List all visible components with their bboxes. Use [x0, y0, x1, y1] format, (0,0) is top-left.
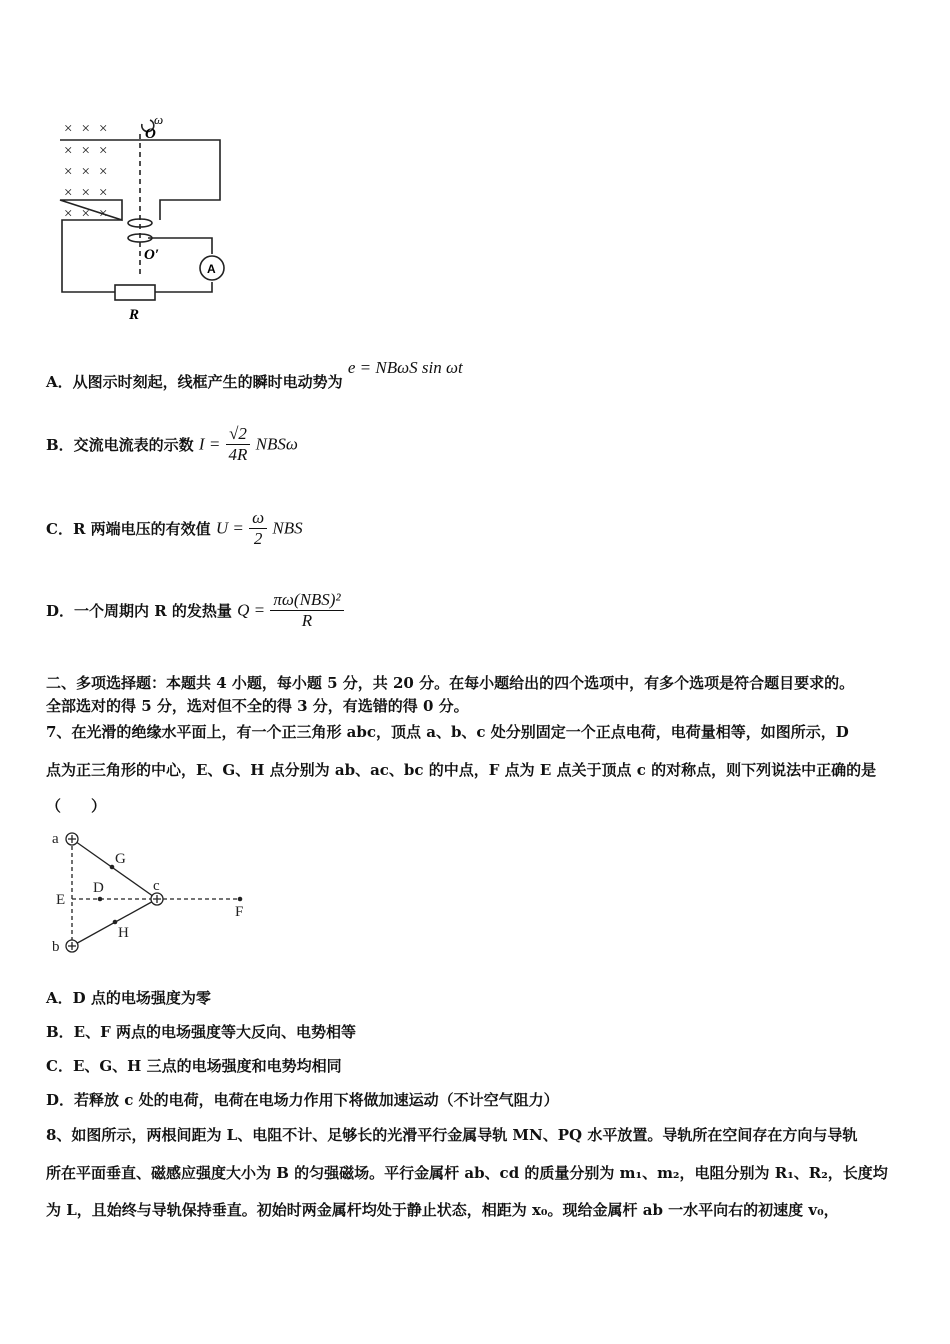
option-c-numerator: ω	[249, 508, 267, 529]
option-b-fraction	[226, 424, 251, 465]
label-b: b	[52, 939, 60, 955]
point-g	[110, 865, 115, 870]
q7-line-3: （ ）	[46, 797, 107, 815]
option-d-numerator: πω(NBS)²	[270, 590, 343, 611]
omega-label: ω	[154, 112, 164, 127]
label-c: c	[153, 878, 160, 894]
option-a-formula: e = NBωS sin ωt	[347, 358, 463, 377]
resistor	[115, 285, 155, 300]
label-f: F	[235, 904, 244, 920]
option-c-fraction	[249, 508, 267, 549]
q7-line-1: 7、在光滑的绝缘水平面上，有一个正三角形 abc，顶点 a、b、c 处分别固定一个正点电荷，电荷量相等，如图所示，D	[46, 723, 849, 741]
ammeter-label: A	[207, 262, 216, 276]
circuit-wire	[62, 220, 212, 292]
cross-row-4: × × ×	[64, 185, 108, 201]
point-f	[238, 897, 243, 902]
option-d-text: D．一个周期内 R 的发热量	[46, 602, 232, 620]
label-g: G	[115, 851, 126, 867]
option-a	[46, 358, 463, 392]
option-d	[46, 590, 344, 631]
option-a-text: A．从图示时刻起，线框产生的瞬时电动势为	[46, 373, 343, 391]
label-d: D	[93, 880, 104, 896]
q8-line-3: 为 L，且始终与导轨保持垂直。初始时两金属杆均处于静止状态，相距为 x₀。现给金属杆 ab 一水平向右的初速度 v₀，	[46, 1201, 839, 1219]
side-ac	[72, 839, 157, 899]
triangle-charges-figure	[45, 826, 260, 956]
q8-line-1: 8、如图所示，两根间距为 L、电阻不计、足够长的光滑平行金属导轨 MN、PQ 水平放置。导轨所在空间存在方向与导轨	[46, 1126, 858, 1144]
option-c-text: C．R 两端电压的有效值	[46, 520, 211, 538]
point-h	[113, 920, 118, 925]
option-b-text: B．交流电流表的示数	[46, 436, 194, 454]
point-d	[98, 897, 103, 902]
section2-line-1: 二、多项选择题：本题共 4 小题，每小题 5 分，共 20 分。在每小题给出的四个选项中，有多个选项是符合题目要求的。	[46, 674, 855, 692]
option-c	[46, 508, 303, 549]
option-b-denominator: 4R	[228, 445, 248, 464]
q8-line-2: 所在平面垂直、磁感应强度大小为 B 的匀强磁场。平行金属杆 ab、cd 的质量分别为 m₁、m₂，电阻分别为 R₁、R₂，长度均	[46, 1164, 888, 1182]
option-b-tail: NBSω	[255, 434, 298, 454]
label-e: E	[56, 892, 66, 908]
q7-option-b: B．E、F 两点的电场强度等大反向、电势相等	[46, 1023, 356, 1041]
resistor-label: R	[129, 307, 140, 323]
cross-row-3: × × ×	[64, 164, 108, 180]
label-a: a	[52, 831, 59, 847]
option-d-lhs: Q =	[237, 600, 266, 620]
option-d-denominator: R	[301, 611, 313, 630]
cross-row-2: × × ×	[64, 143, 108, 159]
q7-option-a: A．D 点的电场强度为零	[46, 989, 211, 1007]
option-c-lhs: U =	[215, 518, 244, 538]
q7-option-d: D．若释放 c 处的电荷，电荷在电场力作用下将做加速运动（不计空气阻力）	[46, 1091, 559, 1109]
o-label: O	[145, 126, 156, 142]
option-c-tail: NBS	[272, 518, 303, 538]
cross-row-1: × × ×	[64, 121, 108, 137]
cross-row-5: × × ×	[64, 206, 108, 222]
label-h: H	[118, 925, 129, 941]
o-prime-label: O′	[144, 247, 160, 263]
q7-option-c: C．E、G、H 三点的电场强度和电势均相同	[46, 1057, 342, 1075]
coil-circuit-figure	[40, 110, 240, 325]
section2-line-2: 全部选对的得 5 分，选对但不全的得 3 分，有选错的得 0 分。	[46, 697, 469, 715]
option-b	[46, 424, 298, 465]
option-b-lhs: I =	[198, 434, 221, 454]
option-b-numerator: √2	[226, 424, 251, 445]
option-c-denominator: 2	[253, 529, 263, 548]
q7-line-2: 点为正三角形的中心，E、G、H 点分别为 ab、ac、bc 的中点，F 点为 E 点关于顶点 c 的对称点，则下列说法中正确的是	[46, 761, 877, 779]
option-d-fraction	[270, 590, 343, 631]
